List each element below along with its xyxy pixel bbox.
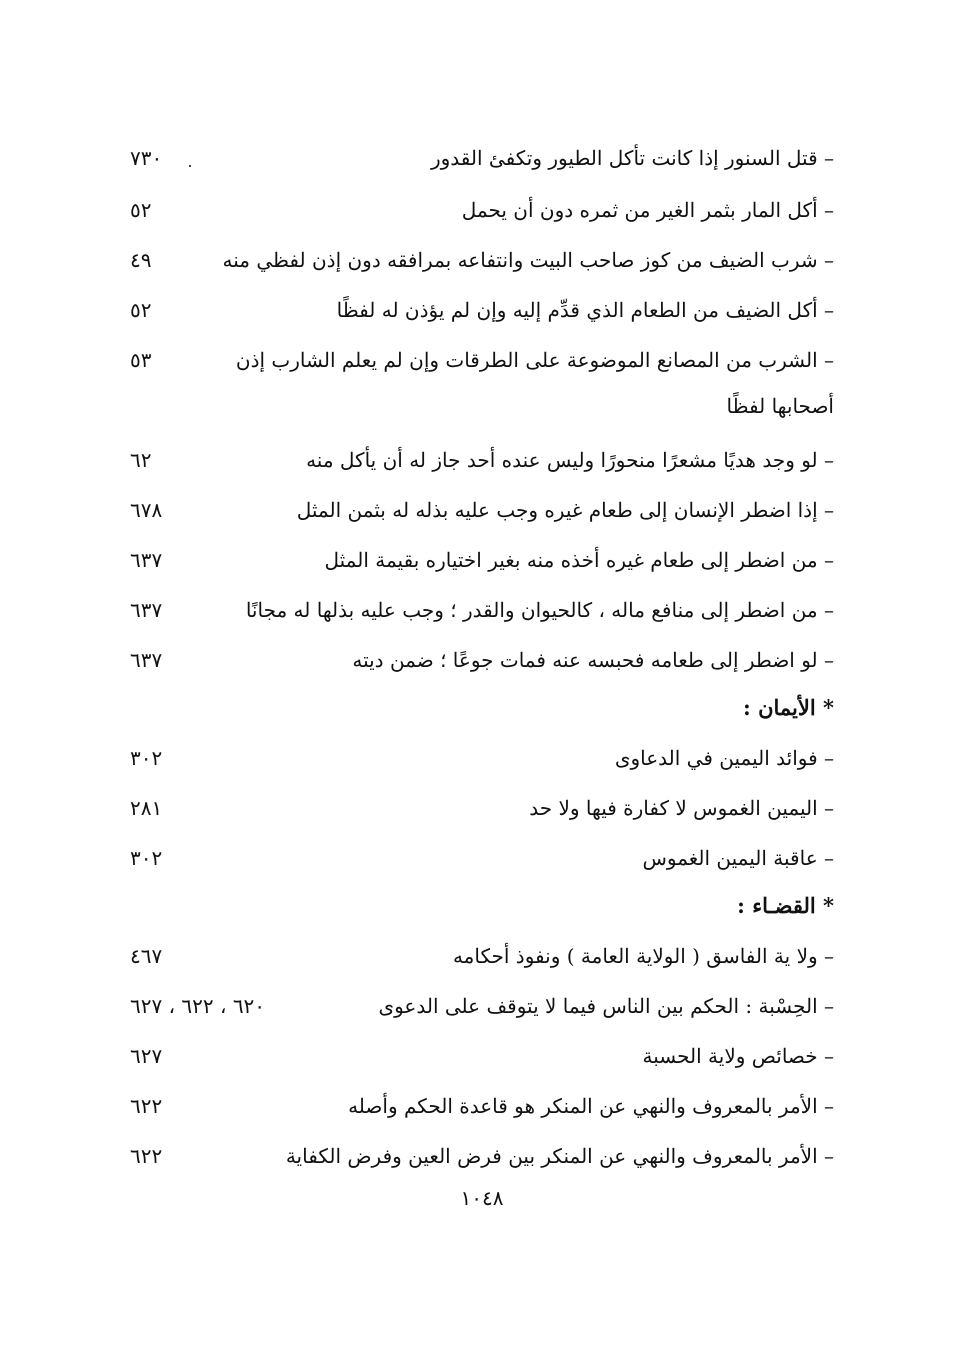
entry-text: – من اضطر إلى طعام غيره أخذه منه بغير اختياره بقيمة المثل — [324, 548, 834, 572]
entry-text: – شرب الضيف من كوز صاحب البيت وانتفاعه بمرافقه دون إذن لفظي منه — [222, 248, 834, 272]
entry-page-number: ٤٦٧ — [130, 944, 163, 968]
index-entry — [130, 986, 834, 1026]
entry-text: – ولا ية الفاسق ( الولاية العامة ) ونفوذ أحكامه — [452, 944, 834, 968]
entry-text: – أكل المار بثمر الغير من ثمره دون أن يحمل — [461, 198, 834, 222]
section-heading-oaths: * الأيمان : — [743, 695, 834, 720]
index-entry — [130, 1086, 834, 1126]
index-entry — [130, 490, 834, 530]
index-entry — [130, 788, 834, 828]
entry-page-number: ٦٣٧ — [130, 648, 163, 672]
entry-page-number: ٥٣ — [130, 348, 152, 372]
entry-page-number: ٦٢٢ — [130, 1144, 163, 1168]
entry-page-number: ٣٠٢ — [130, 746, 163, 770]
index-entry — [130, 1136, 834, 1176]
entry-text: – أكل الضيف من الطعام الذي قدِّم إليه وإن لم يؤذن له لفظًا — [336, 298, 834, 322]
entry-page-number: ٦٢٠ ، ٦٢٢ ، ٦٢٧ — [130, 994, 266, 1018]
entry-text: – عاقبة اليمين الغموس — [642, 846, 834, 870]
entry-continuation: أصحابها لفظًا — [726, 394, 834, 418]
index-entry — [130, 738, 834, 778]
entry-page-number: ٦٢ — [130, 448, 152, 472]
entry-page-number: ٦٢٧ — [130, 1044, 163, 1068]
entry-page-number: ٦٧٨ — [130, 498, 163, 522]
entry-page-number: ٦٣٧ — [130, 598, 163, 622]
entry-text: – لو وجد هديًا مشعرًا منحورًا وليس عنده أحد جاز له أن يأكل منه — [306, 448, 834, 472]
entry-text: – الشرب من المصانع الموضوعة على الطرقات وإن لم يعلم الشارب إذن — [235, 348, 834, 372]
entry-text: – من اضطر إلى منافع ماله ، كالحيوان والقدر ؛ وجب عليه بذلها له مجانًا — [245, 598, 834, 622]
index-entry — [130, 190, 834, 230]
entry-page-number: ٣٠٢ — [130, 846, 163, 870]
entry-text: – الحِسْبة : الحكم بين الناس فيما لا يتوقف على الدعوى — [378, 994, 834, 1018]
index-entry — [130, 1036, 834, 1076]
index-entry — [130, 290, 834, 330]
entry-page-number: ٦٣٧ — [130, 548, 163, 572]
index-entry — [130, 540, 834, 580]
entry-page-number: ٧٣٠ — [130, 146, 163, 170]
entry-text: – خصائص ولاية الحسبة — [642, 1044, 834, 1068]
index-entry — [130, 640, 834, 680]
index-entry — [130, 440, 834, 480]
entry-text: – لو اضطر إلى طعامه فحبسه عنه فمات جوعًا ؛ ضمن ديته — [352, 648, 834, 672]
entry-text: – فوائد اليمين في الدعاوى — [614, 746, 834, 770]
index-entry — [130, 240, 834, 280]
entry-page-number: ٥٢ — [130, 198, 152, 222]
index-entry — [130, 838, 834, 878]
entry-text: – الأمر بالمعروف والنهي عن المنكر بين فرض العين وفرض الكفاية — [285, 1144, 834, 1168]
entry-text: – قتل السنور إذا كانت تأكل الطيور وتكفئ القدور — [430, 146, 834, 170]
entry-text: – اليمين الغموس لا كفارة فيها ولا حد — [529, 796, 834, 820]
entry-page-number: ٢٨١ — [130, 796, 163, 820]
entry-page-number: ٤٩ — [130, 248, 152, 272]
index-entry — [130, 340, 834, 380]
index-entry — [130, 138, 834, 178]
index-entry — [130, 936, 834, 976]
entry-page-number: ٥٢ — [130, 298, 152, 322]
speck-mark — [189, 165, 191, 167]
entry-page-number: ٦٢٢ — [130, 1094, 163, 1118]
page-number: ١٠٤٨ — [460, 1186, 504, 1210]
entry-text: – الأمر بالمعروف والنهي عن المنكر هو قاعدة الحكم وأصله — [348, 1094, 834, 1118]
section-heading-judiciary: * القضـاء : — [737, 893, 834, 918]
entry-text: – إذا اضطر الإنسان إلى طعام غيره وجب عليه بذله له بثمن المثل — [296, 498, 834, 522]
index-entry — [130, 590, 834, 630]
